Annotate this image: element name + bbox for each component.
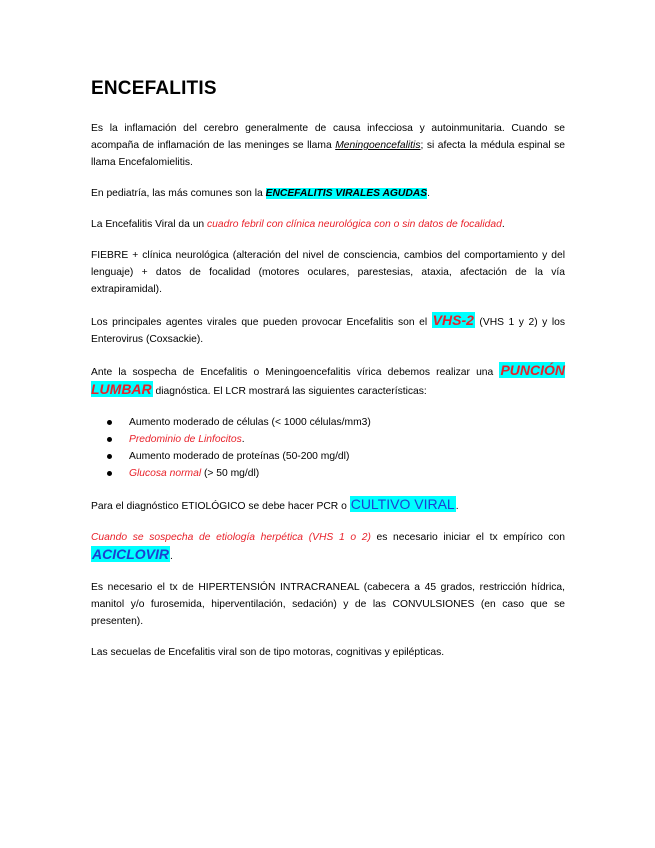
lumbar-end: diagnóstica. El LCR mostrará las siguientes características: (152, 386, 427, 397)
paragraph-definition (91, 120, 565, 171)
herpes-end: . (170, 551, 173, 562)
viral-end: . (501, 219, 505, 230)
list-item-text: Aumento moderado de proteínas (50-200 mg/dl) (129, 451, 350, 462)
list-item (129, 465, 565, 482)
lcr-list (91, 414, 565, 482)
list-item-text: Glucosa normal (129, 468, 202, 479)
agents-end: (VHS 1 y 2) y los Enterovirus (Coxsackie). (91, 317, 566, 345)
paragraph-pediatrics (91, 185, 565, 202)
paragraph-agents (91, 312, 565, 348)
aciclovir-highlight: ACICLOVIR (92, 546, 169, 562)
diagnosis-text: Para el diagnóstico ETIOLÓGICO se debe hacer PCR o (91, 501, 350, 512)
pediatrics-end: . (427, 188, 430, 199)
list-item-text: Aumento moderado de células (< 1000 células/mm3) (129, 417, 371, 428)
febrile-highlight: cuadro febril con clínica neurológica con o sin datos de focalidad (207, 219, 502, 230)
pediatrics-text: En pediatría, las más comunes son la (91, 188, 266, 199)
document-body (91, 78, 565, 675)
cultivo-viral-highlight: CULTIVO VIRAL (350, 496, 455, 512)
document-title: ENCEFALITIS (91, 78, 217, 99)
herpes-text: es necesario iniciar el tx empírico con (370, 532, 565, 543)
list-item-suffix: . (241, 434, 245, 445)
puncion-lumbar-highlight: PUNCIÓN LUMBAR (91, 362, 565, 397)
list-item-text: Predominio de Linfocitos (129, 434, 242, 445)
viral-acute-highlight: ENCEFALITIS VIRALES AGUDAS (265, 188, 428, 199)
list-item (129, 431, 565, 448)
paragraph-viral (91, 216, 565, 233)
paragraph-herpes (91, 529, 565, 565)
definition-text: Es la inflamación del cerebro generalmente de causa infecciosa y autoinmunitaria. Cuando se acompaña de inflamación de las meninges se llama (91, 123, 565, 151)
paragraph-lumbar (91, 362, 565, 400)
list-item (129, 448, 565, 465)
lumbar-text: Ante la sospecha de Encefalitis o Meningoencefalitis vírica debemos realizar una (91, 367, 500, 378)
viral-text: La Encefalitis Viral da un (91, 219, 208, 230)
definition-text-end: ; si afecta la médula espinal se llama Encefalomielitis. (91, 140, 565, 168)
list-item-suffix: (> 50 mg/dl) (201, 468, 260, 479)
agents-text: Los principales agentes virales que pueden provocar Encefalitis son el (91, 317, 432, 328)
diagnosis-end: . (455, 501, 459, 512)
vhs2-highlight: VHS-2 (432, 312, 474, 328)
meningoencefalitis-term: Meningoencefalitis (335, 140, 421, 151)
paragraph-treatment: Es necesario el tx de HIPERTENSIÓN INTRACRANEAL (cabecera a 45 grados, restricción hídrica, manitol y/o furosemida, hiperventilación, sedación) y de las CONVULSIONES (en caso que se presenten). (91, 582, 565, 627)
paragraph-diagnosis (91, 496, 565, 515)
paragraph-fever: FIEBRE + clínica neurológica (alteración del nivel de consciencia, cambios del comportamiento y del lenguaje) + datos de focalidad (motores oculares, parestesias, ataxia, afectación de la vía extrapiramidal). (91, 250, 565, 295)
herpes-suspicion: Cuando se sospecha de etiología herpética (VHS 1 o 2) (91, 532, 371, 543)
paragraph-sequelae: Las secuelas de Encefalitis viral son de tipo motoras, cognitivas y epilépticas. (91, 647, 445, 658)
list-item (129, 414, 565, 431)
